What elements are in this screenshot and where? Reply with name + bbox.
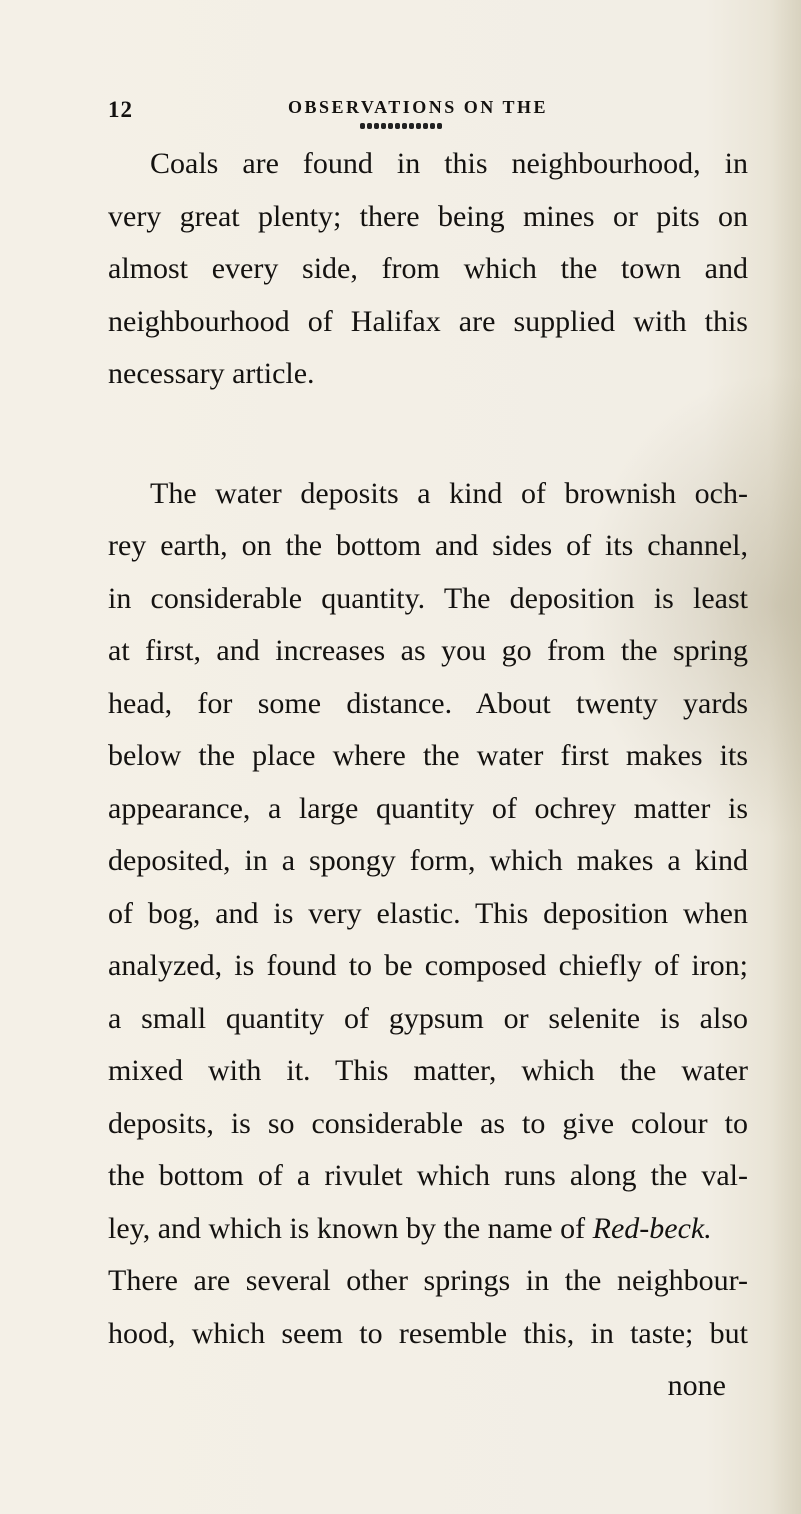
text-line: head, for some distance. About twenty yards [108, 686, 748, 720]
text-line: deposits, is so considerable as to give colour to [108, 1106, 748, 1140]
text-line: hood, which seem to resemble this, in taste; but [108, 1316, 748, 1350]
catchword: none [667, 1369, 726, 1402]
text-line: very great plenty; there being mines or pits on [108, 199, 748, 233]
text-line: The water deposits a kind of brownish och- [150, 476, 748, 510]
text-line: appearance, a large quantity of ochrey matter is [108, 791, 748, 825]
running-title: OBSERVATIONS ON THE [288, 97, 548, 117]
text-line: necessary article. [108, 357, 315, 390]
paragraph-coals [108, 138, 748, 401]
italic-term: Red-beck. [592, 1211, 712, 1245]
text-line: deposited, in a spongy form, which makes a kind [108, 844, 748, 877]
text-line: rey earth, on the bottom and sides of its channel, [108, 529, 748, 562]
header-ornament [360, 121, 470, 131]
text-line: neighbourhood of Halifax are supplied with this [108, 304, 748, 338]
body-text [108, 138, 748, 1413]
text-line: a small quantity of gypsum or selenite is also [108, 1001, 748, 1035]
paragraph-gap [108, 401, 748, 468]
text-line: Coals are found in this neighbourhood, in [150, 147, 748, 180]
text-line: the bottom of a rivulet which runs along the val- [108, 1159, 748, 1192]
text-line: There are several other springs in the neighbour- [108, 1264, 748, 1297]
page-header [108, 97, 728, 137]
text-line-start: ley, and which is known by the name of [108, 1211, 593, 1245]
text-line: almost every side, from which the town and [108, 252, 748, 285]
text-line: at first, and increases as you go from the spring [108, 634, 748, 667]
text-line: in considerable quantity. The deposition is least [108, 581, 748, 615]
text-line: analyzed, is found to be composed chiefly of iron; [108, 949, 748, 982]
text-line: below the place where the water first makes its [108, 739, 748, 772]
text-line: of bog, and is very elastic. This deposition when [108, 896, 748, 930]
text-line [108, 1203, 748, 1256]
page-number: 12 [108, 97, 133, 122]
text-line: mixed with it. This matter, which the water [108, 1054, 748, 1087]
paragraph-water [108, 468, 748, 1361]
